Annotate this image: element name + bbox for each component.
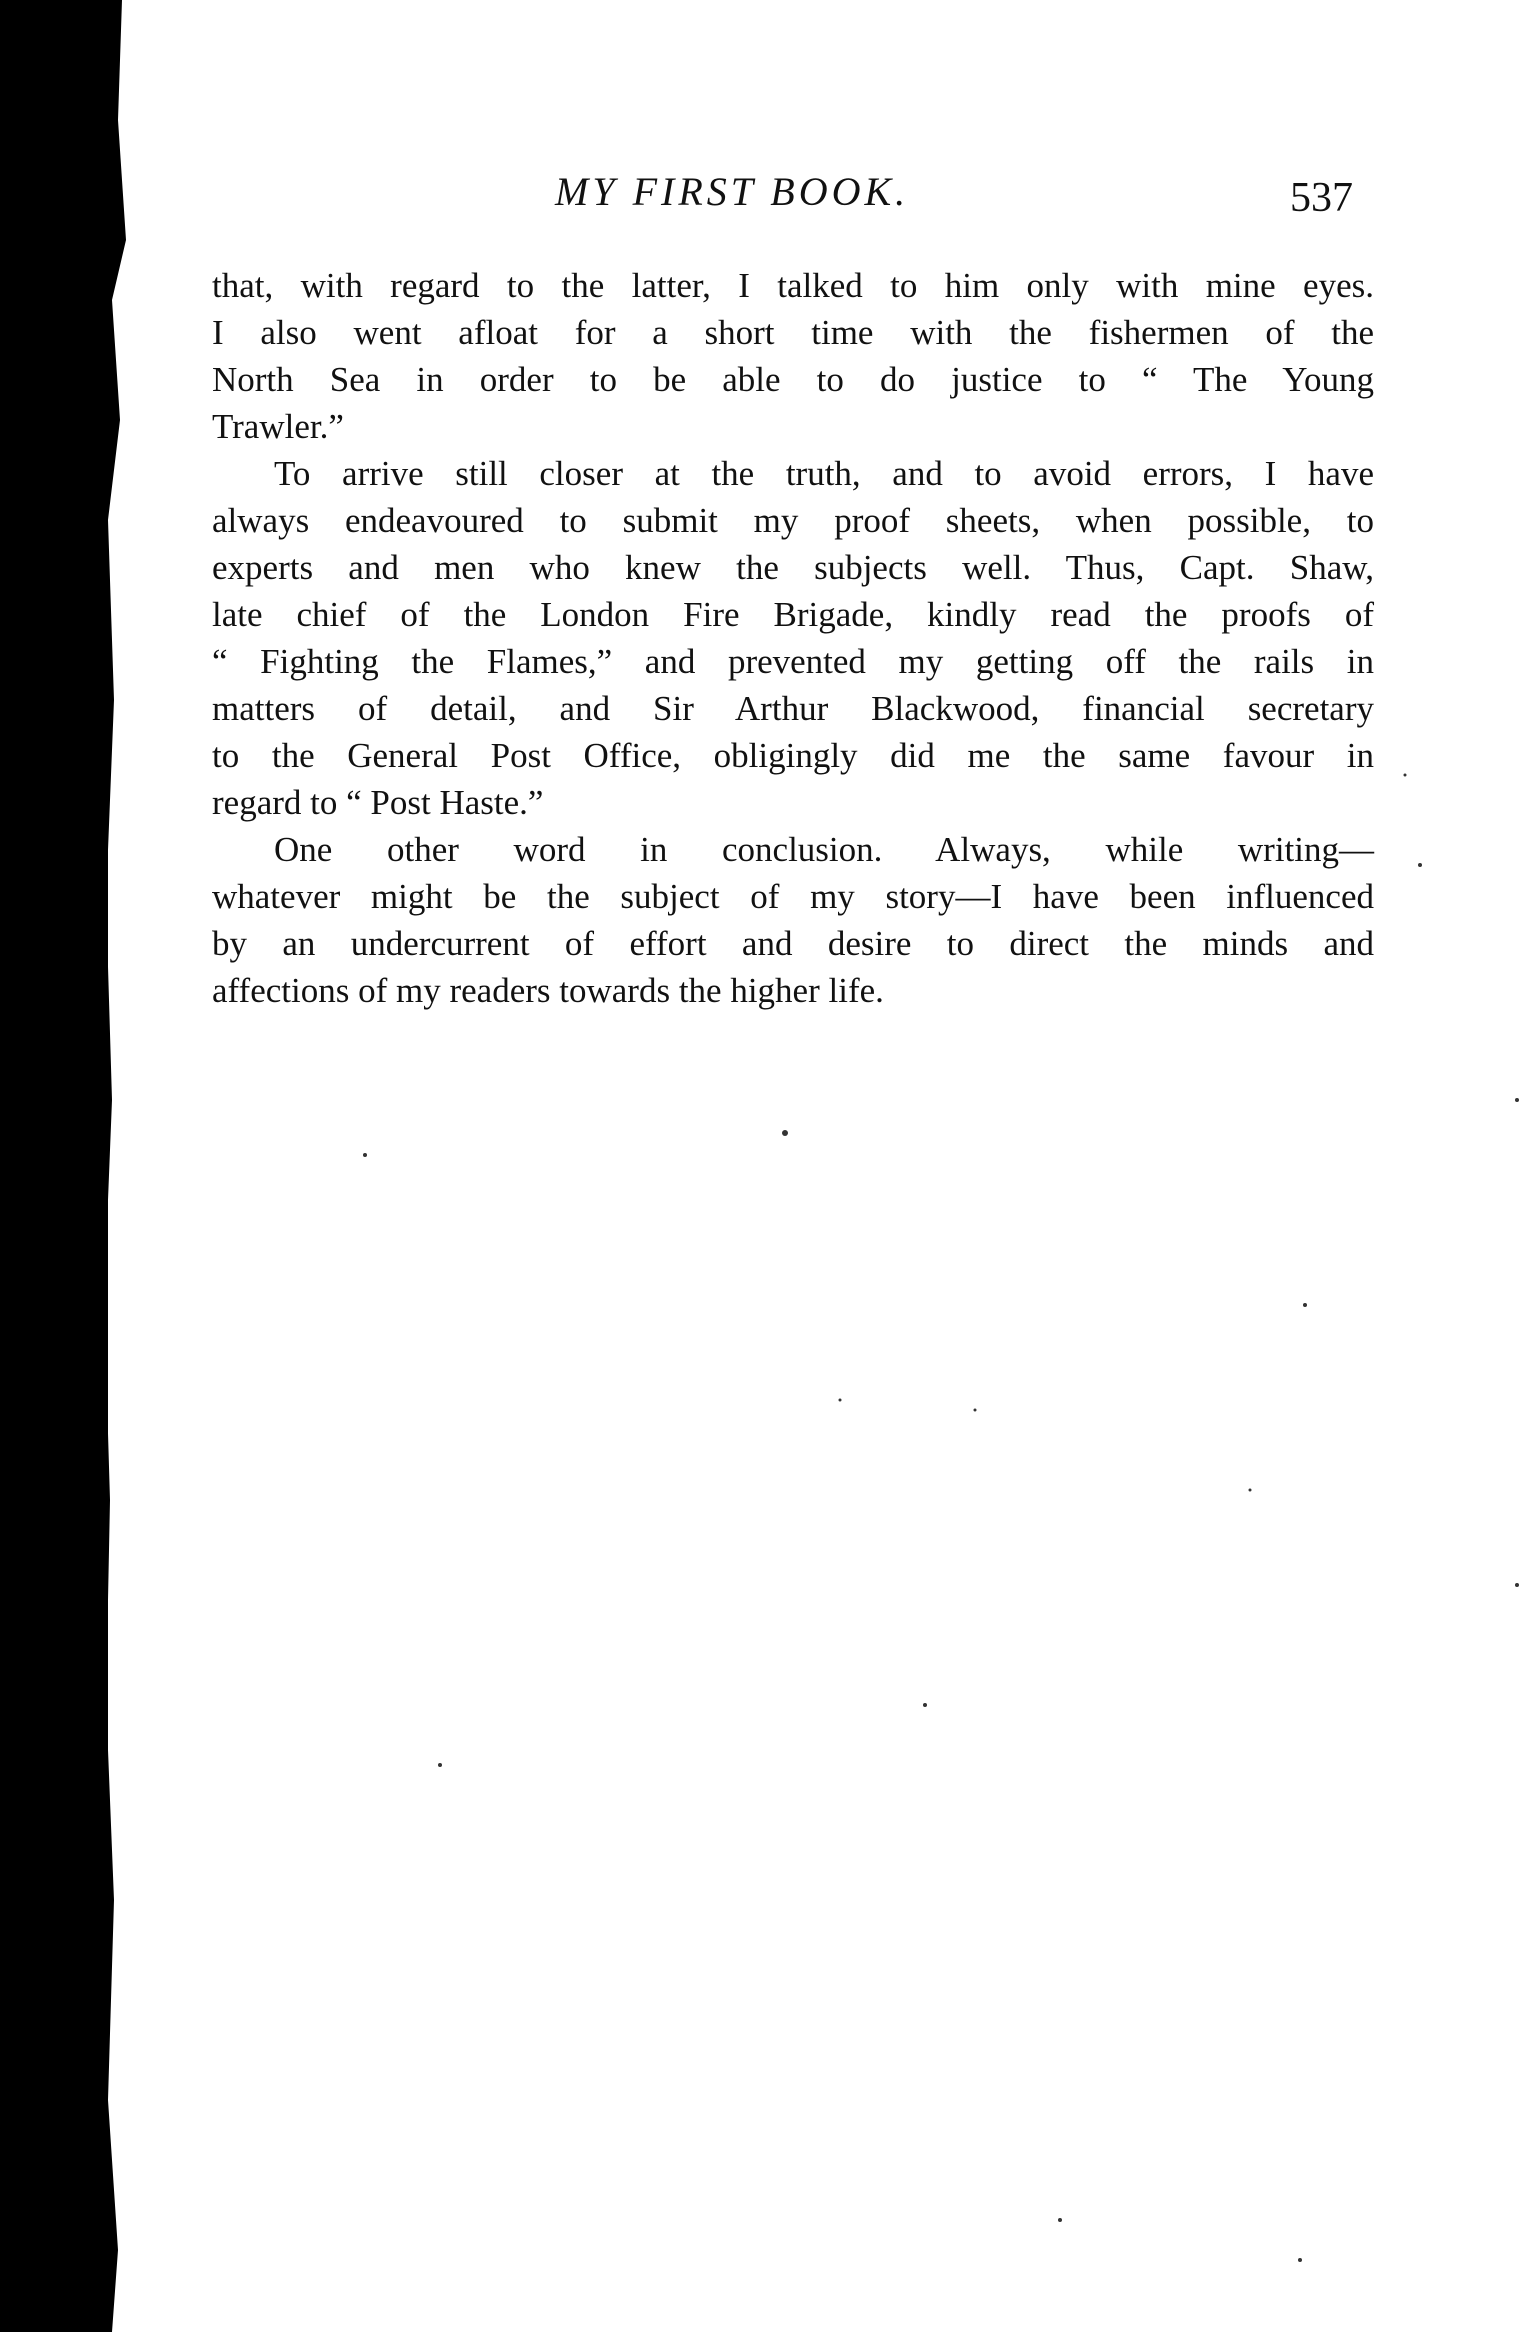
text-line: by an undercurrent of effort and desire to direct the minds and bbox=[212, 924, 1374, 963]
text-line: experts and men who knew the subjects well. Thus, Capt. Shaw, bbox=[212, 548, 1374, 587]
text-line: Trawler.” bbox=[212, 407, 344, 446]
running-title: MY FIRST BOOK. bbox=[555, 169, 910, 214]
text-line: that, with regard to the latter, I talked to him only with mine eyes. bbox=[212, 266, 1374, 305]
text-line: always endeavoured to submit my proof sheets, when possible, to bbox=[212, 501, 1374, 540]
text-line: I also went afloat for a short time with the fishermen of the bbox=[212, 313, 1374, 352]
text-line: North Sea in order to be able to do justice to “ The Young bbox=[212, 360, 1374, 399]
page-number: 537 bbox=[1290, 175, 1353, 221]
text-line: late chief of the London Fire Brigade, kindly read the proofs of bbox=[212, 595, 1374, 634]
text-line: affections of my readers towards the higher life. bbox=[212, 971, 884, 1010]
text-line: regard to “ Post Haste.” bbox=[212, 783, 544, 822]
text-line: “ Fighting the Flames,” and prevented my getting off the rails in bbox=[212, 642, 1374, 681]
paragraph-first-line: One other word in conclusion. Always, while writing— bbox=[274, 830, 1374, 869]
paragraph-first-line: To arrive still closer at the truth, and to avoid errors, I have bbox=[274, 454, 1374, 493]
text-line: matters of detail, and Sir Arthur Blackwood, financial secretary bbox=[212, 689, 1374, 728]
text-line: whatever might be the subject of my story—I have been influenced bbox=[212, 877, 1374, 916]
text-line: to the General Post Office, obligingly did me the same favour in bbox=[212, 736, 1374, 775]
